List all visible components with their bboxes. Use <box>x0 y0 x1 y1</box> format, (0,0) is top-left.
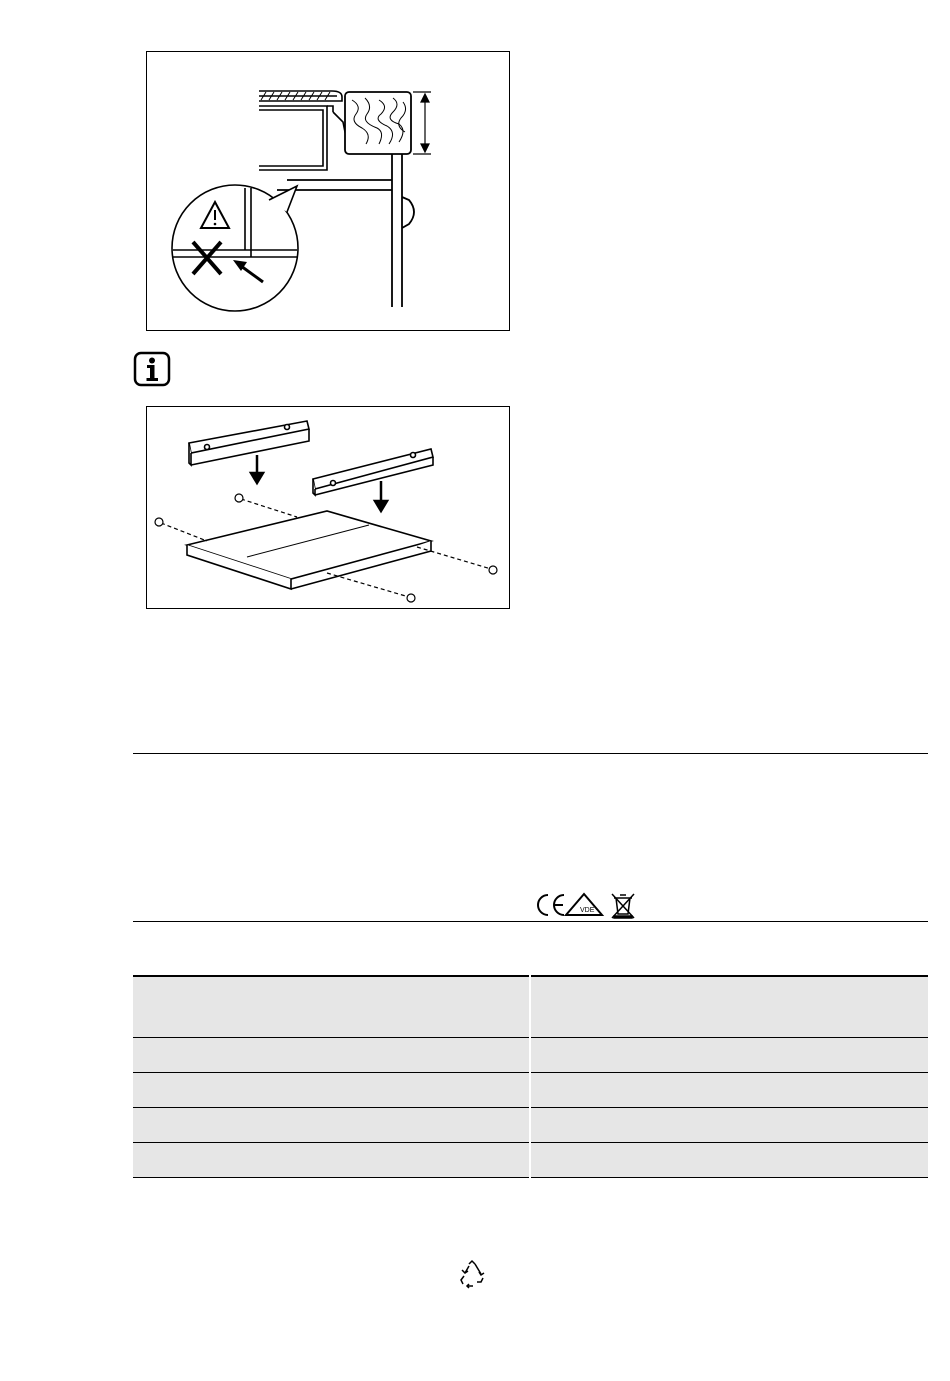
wood-block <box>345 92 411 154</box>
info-icon <box>133 351 171 387</box>
vde-mark-icon <box>566 894 602 915</box>
hob-body <box>259 106 349 170</box>
table-cell <box>133 1143 530 1178</box>
weee-bin-icon <box>612 894 634 918</box>
recycle-icon <box>456 1258 488 1290</box>
table-row <box>133 1038 928 1073</box>
svg-text:VDE: VDE <box>580 907 595 914</box>
ce-mark-icon <box>538 895 564 915</box>
table-row <box>133 1073 928 1108</box>
table-cell <box>133 1038 530 1073</box>
table-header-row <box>133 976 928 1038</box>
specification-table <box>133 975 928 1178</box>
table-cell <box>530 1143 928 1178</box>
table-cell <box>133 1073 530 1108</box>
table-cell <box>133 1108 530 1143</box>
section-divider <box>133 753 928 754</box>
bracket-mounting-figure <box>146 406 510 609</box>
worktop <box>259 91 342 101</box>
certification-marks <box>534 890 644 920</box>
bracket-right <box>313 449 433 495</box>
table-cell <box>530 1108 928 1143</box>
table-row <box>133 1108 928 1143</box>
table-cell <box>530 1073 928 1108</box>
table-cell <box>133 976 530 1038</box>
cabinet-installation-figure <box>146 51 510 331</box>
cabinet-side <box>277 154 414 307</box>
table-row <box>133 1143 928 1178</box>
table-cell <box>530 1038 928 1073</box>
bracket-left <box>189 421 309 465</box>
section-divider <box>133 921 928 922</box>
height-dimension <box>413 92 431 154</box>
table-cell <box>530 976 928 1038</box>
tray <box>187 511 431 589</box>
cabinet-installation-drawing <box>147 52 509 330</box>
mounting-brackets-illustration <box>147 407 509 608</box>
